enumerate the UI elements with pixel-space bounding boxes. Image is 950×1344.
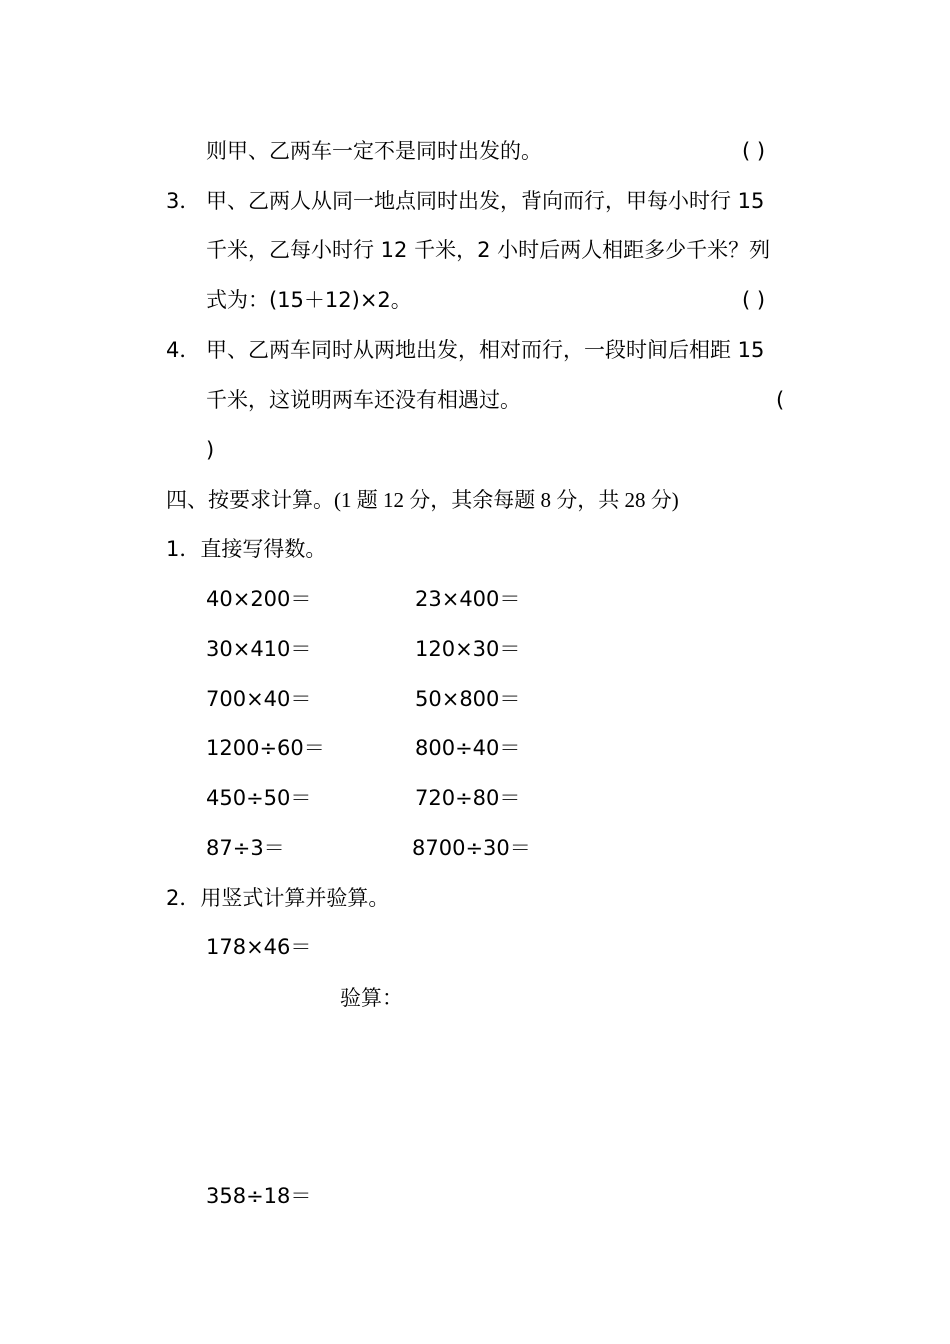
q4-line1: 甲、乙两车同时从两地出发，相对而行，一段时间后相距 15 <box>206 338 765 362</box>
q4-number: 4． <box>166 338 201 362</box>
q4-answer-paren-open[interactable]: ( <box>776 388 785 412</box>
mental-math-item: 700×40＝ <box>206 687 312 711</box>
q2-answer-paren[interactable]: ( ) <box>742 139 766 163</box>
part1-title: 1．直接写得数。 <box>166 537 327 561</box>
mental-math-item: 720÷80＝ <box>415 786 521 810</box>
mental-math-item: 87÷3＝ <box>206 836 285 860</box>
q3-line2: 千米，乙每小时行 12 千米，2 小时后两人相距多少千米？列 <box>206 238 771 262</box>
mental-math-item: 50×800＝ <box>415 687 521 711</box>
mental-math-item: 23×400＝ <box>415 587 521 611</box>
vertical-calc-problem-1: 178×46＝ <box>206 935 312 959</box>
mental-math-item: 8700÷30＝ <box>412 836 531 860</box>
q3-number: 3． <box>166 189 201 213</box>
q3-line3: 式为：(15＋12)×2。 <box>206 288 412 312</box>
q4-answer-paren-close: ) <box>206 438 215 462</box>
mental-math-item: 450÷50＝ <box>206 786 312 810</box>
mental-math-item: 800÷40＝ <box>415 736 521 760</box>
mental-math-item: 120×30＝ <box>415 637 521 661</box>
q3-answer-paren[interactable]: ( ) <box>742 288 766 312</box>
q4-line2: 千米，这说明两车还没有相遇过。 <box>206 388 521 412</box>
check-label: 验算： <box>340 986 403 1010</box>
mental-math-item: 40×200＝ <box>206 587 312 611</box>
section4-heading: 四、按要求计算。(1 题 12 分，其余每题 8 分，共 28 分) <box>166 488 679 512</box>
part2-title: 2．用竖式计算并验算。 <box>166 886 390 910</box>
mental-math-item: 30×410＝ <box>206 637 312 661</box>
q2-tail-text: 则甲、乙两车一定不是同时出发的。 <box>206 139 542 163</box>
mental-math-item: 1200÷60＝ <box>206 736 325 760</box>
q3-line1: 甲、乙两人从同一地点同时出发，背向而行，甲每小时行 15 <box>206 189 765 213</box>
vertical-calc-problem-2: 358÷18＝ <box>206 1184 312 1208</box>
